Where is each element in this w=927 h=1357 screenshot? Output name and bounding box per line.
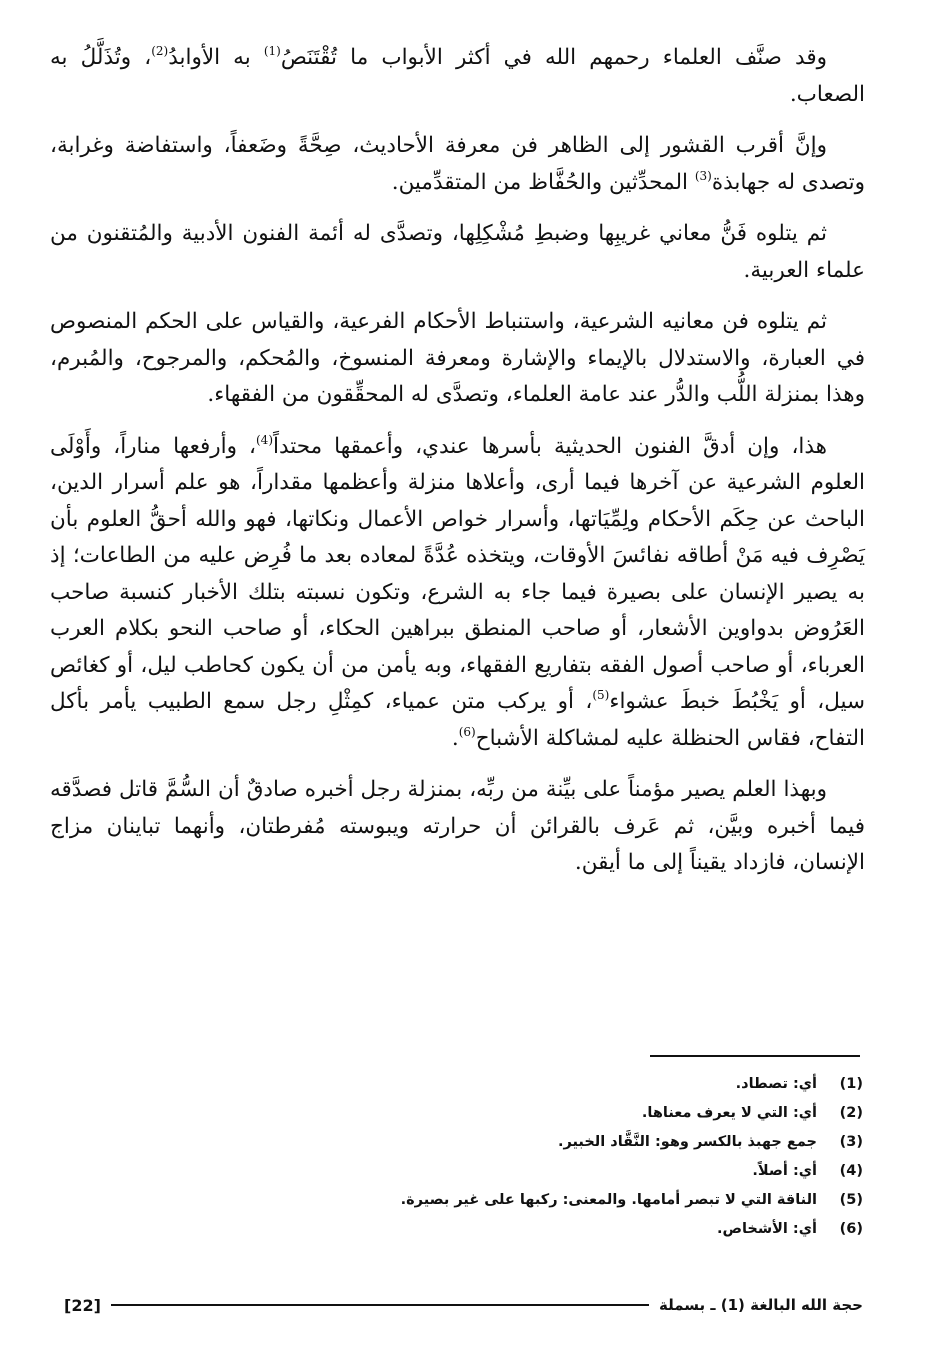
paragraph-text: ، أو يركب متن عمياء، كمِثْلِ رجل سمع الطبيب يأمر بأكل التفاح، فقاس الحنظلة عليه لمشاكلة الأشباح — [50, 689, 865, 751]
paragraph-text: المحدِّثين والحُفَّاظ من المتقدِّمين. — [391, 169, 695, 195]
paragraph-text: وقد صنَّف العلماء رحمهم الله في أكثر الأبواب ما تُقْتَنَصُ — [280, 45, 828, 70]
paragraph — [50, 128, 865, 201]
footnote-number: (4) — [839, 1163, 863, 1179]
footnote-marker: (6) — [458, 724, 476, 739]
footnote-text: أي: تصطاد. — [735, 1076, 817, 1092]
paragraph-text: وإنَّ أقرب القشور إلى الظاهر فن معرفة الأحاديث، صِحَّةً وضَعفاً، واستفاضة وغرابة، وتصدى له جهابذة — [50, 133, 865, 195]
footnote — [300, 1157, 863, 1186]
footnote — [300, 1186, 863, 1215]
paragraph — [50, 429, 865, 758]
footnote-text: أي: التي لا يعرف معناها. — [641, 1105, 817, 1121]
footnote-marker: (2) — [151, 44, 169, 58]
paragraph — [50, 40, 865, 113]
footnote-marker: (4) — [255, 432, 273, 447]
paragraph — [50, 304, 865, 414]
body-text — [50, 40, 865, 897]
paragraph — [50, 772, 865, 882]
footnote-number: (2) — [839, 1105, 863, 1121]
footnote-number: (5) — [839, 1192, 863, 1208]
footnote-marker: (3) — [694, 168, 712, 183]
page-number: [22] — [64, 1295, 101, 1315]
footnote-text: جمع جهبذ بالكسر وهو: النَّقَّاد الخبير. — [557, 1134, 817, 1150]
footnote-number: (1) — [839, 1076, 863, 1092]
paragraph-text: ثم يتلوه فَنُّ معاني غريبِها وضبطِ مُشْكِلِها، وتصدَّى له أئمة الفنون الأدبية والمُتقنون من علماء العربية. — [50, 221, 865, 283]
paragraph-text: هذا، وإن أدقَّ الفنون الحديثية بأسرها عندي، وأعمقها محتداً — [273, 433, 827, 459]
running-title: حجة الله البالغة (1) ـ بسملة — [658, 1296, 863, 1314]
paragraph-text: . — [451, 725, 459, 751]
paragraph-text: ، وتُذَلَّلُ به الصعاب. — [50, 45, 865, 107]
footnote-divider — [650, 1055, 860, 1057]
footnote-text: أي: أصلاً. — [752, 1163, 817, 1179]
footnote-marker: (5) — [592, 688, 610, 702]
footnote — [300, 1070, 863, 1099]
paragraph-text: ، وأرفعها مناراً، وأَوْلَى العلوم الشرعية عن آخرها فيما أرى، وأعلاها منزلة وأعظمها مقداراً، هو علم أسرار الدين، الباحث عن حِكَم الأحكام ولِمِّيَاتها، وأسرار خواص الأعمال ونكاتها، فهو والله أحقُّ العلوم بأن يَصْرِف فيه مَنْ أطاقه نفائسَ الأوقات، ويتخذه عُدَّةً لمعاده بعد ما فُرِض عليه من الطاعات؛ إذ به يصير الإنسان على بصيرة فيما جاء به الشرع، وتكون نسبته بتلك الأخبار كنسبة صاحب العَرُوض بدواوين الأشعار، أو صاحب المنطق ببراهين الحكاء، أو صاحب النحو بكلام العرب العرباء، أو صاحب أصول الفقه بتفاريع الفقهاء، وبه يأمن من أن يكون كحاطب ليل، أو كغائص سيل، أو يَخْبُطَ خبطَ عشواء — [50, 433, 865, 714]
footnote-text: أي: الأشخاص. — [716, 1221, 817, 1237]
footnote — [300, 1215, 863, 1244]
footer-rule — [111, 1304, 649, 1306]
footnote-number: (3) — [839, 1134, 863, 1150]
footnote-text: الناقة التي لا تبصر أمامها. والمعنى: ركبها على غير بصيرة. — [400, 1192, 817, 1208]
paragraph-text: ثم يتلوه فن معانيه الشرعية، واستنباط الأحكام الفرعية، والقياس على الحكم المنصوص في العبارة، والاستدلال بالإيماء والإشارة ومعرفة المنسوخ، والمُحكم، والمرجوح، والمُبرم، وهذا بمنزلة اللُّب والدُّر عند عامة العلماء، وتصدَّى له المحقِّقون من الفقهاء. — [50, 309, 865, 407]
paragraph-text: وبهذا العلم يصير مؤمناً على بيِّنة من ربِّه، بمنزلة رجل أخبره صادقٌ أن السُّمَّ قاتل فصدَّقه فيما أخبره وبيَّن، ثم عَرف بالقرائن أن حرارته ويبوسته مُفرطتان، وأنهما تباينان مزاج الإنسان، فازداد يقيناً إلى ما أيقن. — [50, 777, 865, 875]
footnote — [300, 1099, 863, 1128]
page-footer — [64, 1292, 863, 1318]
footnote — [300, 1128, 863, 1157]
footnote-marker: (1) — [263, 44, 281, 58]
paragraph — [50, 216, 865, 289]
footnotes-section — [300, 1070, 863, 1244]
paragraph-text: به الأوابدُ — [168, 45, 264, 70]
footnote-number: (6) — [839, 1221, 863, 1237]
